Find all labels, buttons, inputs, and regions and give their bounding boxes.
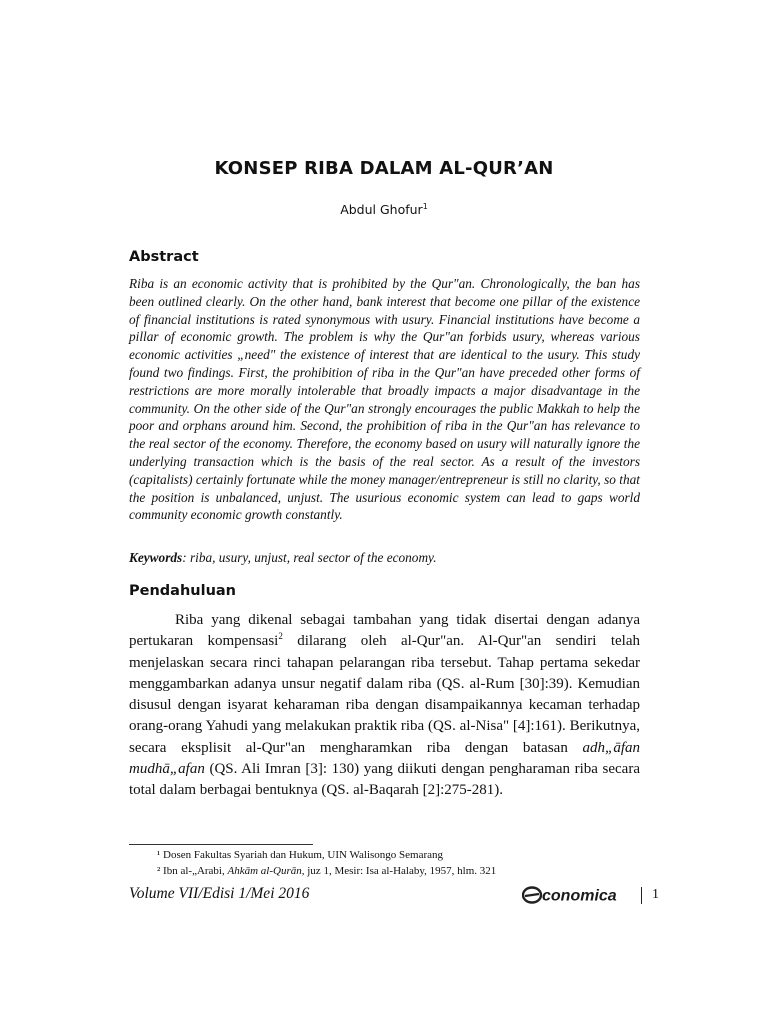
abstract-text: Riba is an economic activity that is prohibited by the Qur"an. Chronologically, the ban has been outlined clearly. On the other hand, bank interest that become one pillar of the existence of financial institutions is rated synonymous with usury. Financial institutions have become a pillar of economic growth. The problem is why the Qur"an forbids usury, whereas various economic activities „need" the existence of interest that are identical to the usury. This study found two findings. First, the prohibition of riba in the Qur"an have preceded other forms of restrictions are more morally intolerable that broadly impacts a major disadvantage in the community. On the other side of the Qur"an strongly encourages the public Makkah to help the poor and orphans around him. Second, the prohibition of riba in the Qur"an has relevance to the real sector of the economy. Therefore, the economy based on usury will naturally ignore the underlying transaction which is the basis of the real sector. As a result of the investors (capitalists) certainly fortunate while the money manager/entrepreneur is still no clarity, so that the position is unbalanced, unjust. The usurious economic system can lead to gaps world community economic growth constantly.	[129, 276, 640, 523]
keywords-label: Keywords	[129, 550, 183, 565]
footnote-2	[157, 864, 637, 878]
page-number: 1	[652, 887, 659, 902]
keywords-text: : riba, usury, unjust, real sector of the economy.	[182, 550, 437, 565]
footnote-2-prefix: ² Ibn al-„Arabi,	[157, 865, 228, 877]
author-line	[0, 202, 768, 217]
logo-bar-icon	[525, 894, 539, 896]
introduction-heading: Pendahuluan	[129, 583, 236, 599]
economica-logo	[522, 884, 636, 906]
intro-text-part2: dilarang oleh al-Qur"an. Al-Qur"an sendiri telah menjelaskan secara rinci tahapan pelarangan riba tersebut. Tahap pertama sekedar menggambarkan adanya unsur negatif dalam riba (QS. al-Rum [30]:39). Kemudian disusul dengan isyarat keharaman riba dengan disampaikannya kecaman terhadap orang-orang Yahudi yang melakukan praktik riba (QS. al-Nisa" [4]:161). Berikutnya, secara eksplisit al-Qur"an mengharamkan riba dengan batasan	[129, 633, 640, 756]
footnote-2-title: Ahkām al-Qurān	[227, 865, 302, 877]
paper-title: KONSEP RIBA DALAM AL-QUR’AN	[214, 158, 554, 179]
footnote-1: ¹ Dosen Fakultas Syariah dan Hukum, UIN Walisongo Semarang	[157, 849, 444, 861]
author-name: Abdul Ghofur	[340, 202, 423, 218]
logo-text: conomica	[542, 887, 617, 905]
footnote-2-suffix: , juz 1, Mesir: Isa al-Halaby, 1957, hlm. 321	[301, 865, 497, 877]
abstract-heading: Abstract	[129, 249, 199, 265]
intro-footnote-mark: 2	[278, 631, 283, 642]
author-footnote-mark: 1	[422, 202, 428, 211]
footer-volume: Volume VII/Edisi 1/Mei 2016	[129, 885, 310, 902]
intro-italic-term: adh„āfan mudhā„afan	[129, 739, 640, 778]
introduction-paragraph	[129, 610, 640, 802]
intro-text-part1: Riba yang dikenal sebagai tambahan yang tidak disertai dengan adanya pertukaran kompensasi	[129, 612, 640, 650]
footnote-divider	[129, 844, 313, 845]
keywords-line	[129, 549, 640, 566]
footer-separator	[641, 887, 642, 904]
intro-text-part3: (QS. Ali Imran [3]: 130) yang diikuti dengan pengharaman riba secara total dalam berbagai bentuknya (QS. al-Baqarah [2]:275-281).	[129, 761, 640, 799]
